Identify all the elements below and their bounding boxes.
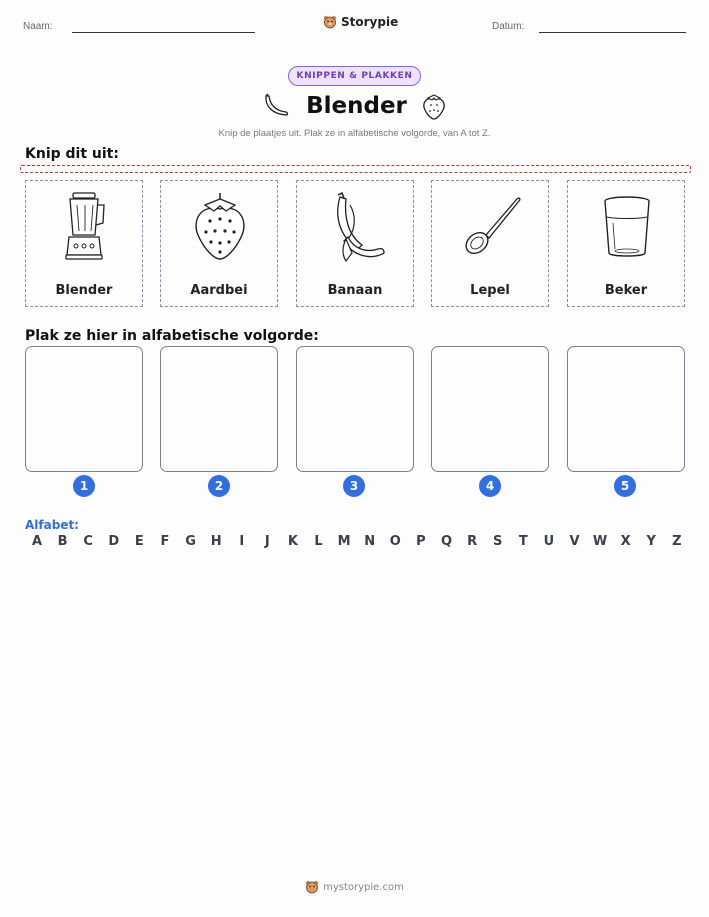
slot-number: 3	[343, 475, 365, 497]
brand	[323, 15, 398, 29]
cut-card-blender[interactable]	[25, 180, 143, 307]
cut-card-lepel[interactable]	[431, 180, 549, 307]
alphabet-letter: C	[83, 534, 93, 549]
card-label: Blender	[55, 283, 113, 298]
slot-number: 2	[208, 475, 230, 497]
blender-icon	[55, 191, 115, 271]
alphabet-letter: A	[31, 534, 43, 549]
slot-number: 1	[73, 475, 95, 497]
spoon-icon	[461, 191, 521, 271]
glass-icon	[597, 191, 657, 271]
strawberry-icon	[421, 92, 447, 120]
strawberry-icon	[190, 191, 250, 271]
banana-icon	[326, 191, 386, 271]
alphabet-letter: W	[592, 534, 608, 549]
date-label: Datum:	[492, 21, 525, 32]
date-line[interactable]	[539, 32, 686, 33]
alphabet-letter: E	[134, 534, 144, 549]
cut-card-aardbei[interactable]	[160, 180, 278, 307]
paste-heading: Plak ze hier in alfabetische volgorde:	[25, 328, 319, 344]
cut-heading: Knip dit uit:	[25, 146, 119, 162]
alphabet-letter: F	[160, 534, 170, 549]
card-label: Banaan	[327, 283, 383, 298]
paste-slot-5[interactable]	[567, 346, 685, 472]
alphabet-letter: G	[185, 534, 196, 549]
bear-logo-icon	[305, 880, 319, 894]
card-label: Lepel	[470, 283, 510, 298]
paste-slot-1[interactable]	[25, 346, 143, 472]
page-title: Blender	[306, 93, 407, 119]
bear-logo-icon	[323, 15, 337, 29]
instructions: Knip de plaatjes uit. Plak ze in alfabetische volgorde, van A tot Z.	[218, 128, 491, 139]
card-label: Aardbei	[190, 283, 248, 298]
alphabet-letter: R	[467, 534, 478, 549]
alphabet-letter: J	[264, 534, 270, 549]
alphabet-letter: I	[239, 534, 245, 549]
brand-name: Storypie	[341, 15, 399, 29]
alphabet-letter: Y	[646, 534, 656, 549]
name-label: Naam:	[23, 21, 53, 32]
cut-line	[20, 165, 691, 173]
name-line[interactable]	[72, 32, 255, 33]
footer-url: mystorypie.com	[323, 881, 404, 893]
paste-slot-3[interactable]	[296, 346, 414, 472]
activity-badge: KNIPPEN & PLAKKEN	[288, 66, 422, 86]
alphabet-letter: U	[543, 534, 555, 549]
alphabet-letter: P	[416, 534, 426, 549]
slot-number: 5	[614, 475, 636, 497]
alphabet-letter: T	[518, 534, 528, 549]
paste-slot-2[interactable]	[160, 346, 278, 472]
alphabet-letter: M	[337, 534, 351, 549]
footer	[305, 880, 404, 894]
cut-card-beker[interactable]	[567, 180, 685, 307]
alphabet-letter: B	[57, 534, 68, 549]
card-label: Beker	[604, 283, 648, 298]
alphabet-letter: Z	[672, 534, 682, 549]
alphabet-letter: D	[108, 534, 120, 549]
alphabet-row	[27, 534, 687, 549]
alphabet-letter: Q	[440, 534, 453, 549]
banana-icon	[262, 92, 292, 120]
alphabet-letter: V	[569, 534, 580, 549]
alphabet-letter: X	[620, 534, 631, 549]
alphabet-letter: O	[389, 534, 401, 549]
slot-number: 4	[479, 475, 501, 497]
alphabet-label: Alfabet:	[25, 518, 79, 532]
paste-slot-4[interactable]	[431, 346, 549, 472]
alphabet-letter: N	[364, 534, 376, 549]
cut-card-banaan[interactable]	[296, 180, 414, 307]
alphabet-letter: S	[493, 534, 503, 549]
alphabet-letter: L	[314, 534, 323, 549]
alphabet-letter: K	[287, 534, 298, 549]
alphabet-letter: H	[210, 534, 222, 549]
